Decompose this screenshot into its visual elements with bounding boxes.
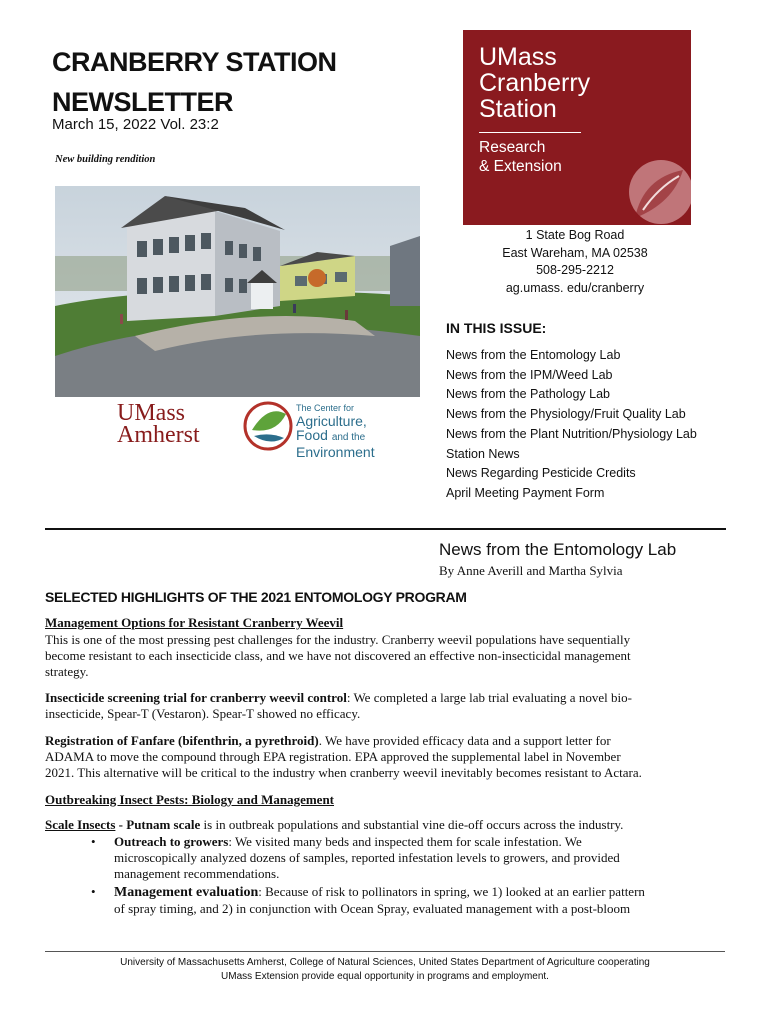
leaf-icon — [613, 148, 691, 225]
issue-item: News Regarding Pesticide Credits — [446, 466, 636, 481]
logo-line-umass: UMass — [479, 43, 557, 71]
cafe-logo-text — [296, 403, 375, 459]
issue-item: News from the Entomology Lab — [446, 348, 621, 362]
logo-line-station: Station — [479, 95, 557, 123]
bullet-list — [88, 834, 728, 917]
paragraph-weevil — [45, 632, 725, 680]
list-item — [88, 884, 728, 917]
subheading-outbreak — [45, 792, 725, 808]
date-volume: March 15, 2022 Vol. 23:2 — [52, 116, 219, 133]
address-city: East Wareham, MA 02538 — [502, 245, 648, 260]
in-this-issue-list — [446, 346, 697, 504]
paragraph-line: : We visited many beds and inspected them for scale infestation. We — [228, 834, 582, 849]
cafe-line-3b: and the — [331, 432, 366, 443]
title-line-1: CRANBERRY STATION — [52, 47, 337, 77]
logo-line-research: Research — [479, 139, 546, 156]
building-rendering-image — [55, 186, 420, 397]
issue-item: News from the Physiology/Fruit Quality Lab — [446, 407, 686, 422]
paragraph-line: : We completed a large lab trial evaluating a novel bio- — [346, 690, 632, 705]
logo-wordmark — [479, 44, 590, 122]
umass-amherst-line-1: UMass — [117, 400, 186, 426]
issue-item: News from the Pathology Lab — [446, 387, 610, 402]
logo-line-extension: & Extension — [479, 158, 562, 175]
scale-insects-label: Scale Insects — [45, 817, 116, 832]
umass-amherst-line-2: Amherst — [117, 422, 200, 448]
section-title: News from the Entomology Lab — [439, 540, 677, 559]
paragraph-line: . We have provided efficacy data and a support letter for — [318, 733, 611, 748]
section-divider — [45, 528, 726, 530]
newsletter-title — [52, 42, 337, 122]
issue-item: News from the Plant Nutrition/Physiology Lab — [446, 426, 697, 441]
paragraph-line: is in outbreak populations and substantial vine die-off occurs across the industry. — [200, 817, 624, 832]
bullet-dot: • — [91, 884, 96, 899]
umass-amherst-logo — [117, 402, 200, 446]
cafe-line-3: Food — [296, 427, 328, 443]
paragraph-line: of spray timing, and 2) in conjunction with Ocean Spray, evaluated management with a post-bloom — [114, 901, 631, 916]
paragraph-line: : Because of risk to pollinators in spring, we 1) looked at an earlier pattern — [258, 884, 645, 899]
footer-line-2: UMass Extension provide equal opportunity in programs and employment. — [221, 971, 549, 982]
paragraph-line: become resistant to each insecticide class, and we have not discovered an effective non-insecticidal management — [45, 648, 631, 663]
footer-divider — [45, 951, 725, 952]
paragraph-fanfare — [45, 733, 725, 781]
paragraph-line: management recommendations. — [114, 866, 280, 881]
paragraph-line: strategy. — [45, 664, 89, 679]
umass-cranberry-station-logo — [463, 30, 691, 225]
station-address — [470, 227, 680, 297]
bullet-dot: • — [91, 834, 96, 849]
paragraph-line: This is one of the most pressing pest challenges for the industry. Cranberry weevil populations have sequentially — [45, 632, 631, 647]
subheading-weevil-text: Management Options for Resistant Cranberry Weevil — [45, 615, 344, 630]
bold-lead: Insecticide screening trial for cranberry weevil control — [45, 690, 347, 705]
footer-line-1: University of Massachusetts Amherst, College of Natural Sciences, United States Department of Agriculture cooperating — [120, 957, 650, 968]
highlights-heading: SELECTED HIGHLIGHTS OF THE 2021 ENTOMOLOGY PROGRAM — [45, 589, 467, 605]
article-byline: By Anne Averill and Martha Sylvia — [439, 563, 623, 578]
image-caption: New building rendition — [55, 154, 156, 165]
list-item — [88, 834, 728, 882]
bold-lead: Management evaluation — [114, 885, 259, 900]
paragraph-line: ADAMA to move the compound through EPA registration. EPA approved the supplemental label in November — [45, 749, 621, 764]
address-phone: 508-295-2212 — [536, 263, 614, 277]
paragraph-screening — [45, 690, 725, 722]
cafe-line-4: Environment — [296, 444, 375, 460]
bold-lead: Registration of Fanfare (bifenthrin, a pyrethroid) — [45, 733, 319, 748]
paragraph-line: microscopically analyzed dozens of samples, reported infestation levels to growers, and provided — [114, 850, 620, 865]
paragraph-line: insecticide, Spear-T (Vestaron). Spear-T showed no efficacy. — [45, 706, 361, 721]
issue-item: April Meeting Payment Form — [446, 485, 605, 500]
issue-item: News from the IPM/Weed Lab — [446, 367, 613, 382]
footer — [45, 956, 725, 984]
bold-lead: Outreach to growers — [114, 834, 229, 849]
cafe-line-1: The Center for — [296, 403, 355, 413]
address-website[interactable]: ag.umass. edu/cranberry — [505, 280, 645, 295]
logo-divider — [479, 132, 581, 133]
cafe-logo-icon — [242, 400, 294, 452]
issue-item: Station News — [446, 446, 520, 461]
title-line-2: NEWSLETTER — [52, 87, 233, 117]
paragraph-line: 2021. This alternative will be critical to the industry when cranberry weevil inevitably becomes resistant to Actara. — [45, 765, 642, 780]
subheading-outbreak-text: Outbreaking Insect Pests: Biology and Management — [45, 792, 335, 807]
cafe-line-2: Agriculture, — [296, 413, 367, 429]
paragraph-scale — [45, 817, 725, 833]
address-street: 1 State Bog Road — [525, 228, 625, 242]
subheading-weevil — [45, 615, 725, 631]
logo-line-cranberry: Cranberry — [479, 69, 591, 97]
putnam-scale-label: - Putnam scale — [115, 817, 201, 832]
logo-subtitle — [479, 138, 562, 176]
in-this-issue-heading: IN THIS ISSUE: — [446, 320, 547, 336]
